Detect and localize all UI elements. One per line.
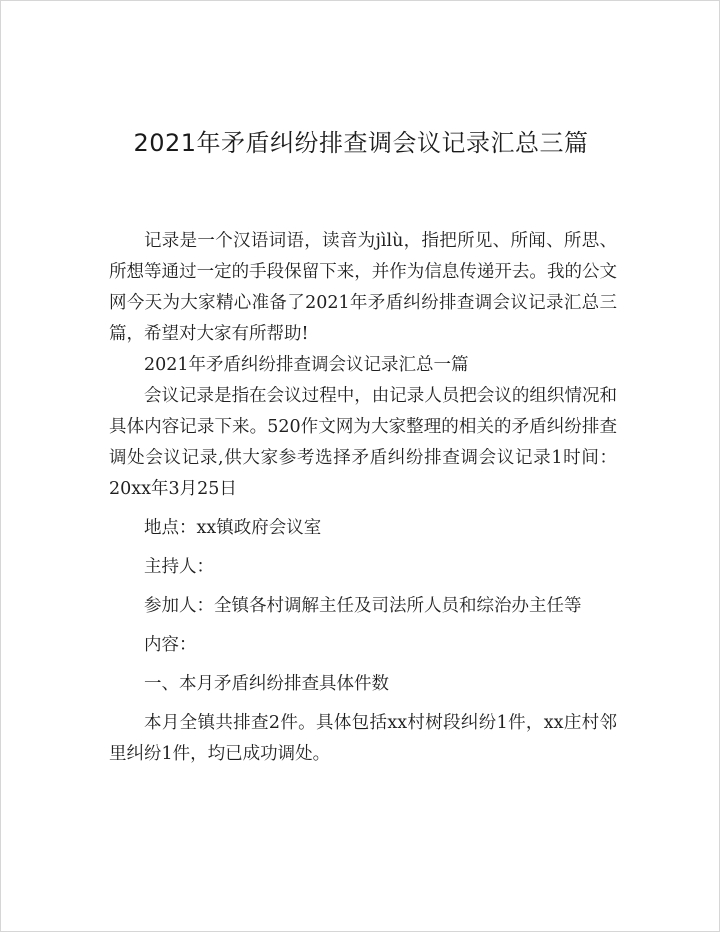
item-heading: 一、本月矛盾纠纷排查具体件数 xyxy=(144,674,389,694)
participants-line: 参加人：全镇各村调解主任及司法所人员和综治办主任等 xyxy=(144,596,582,616)
document-title: 2021年矛盾纠纷排查调会议记录汇总三篇 xyxy=(133,129,589,157)
content-label: 内容： xyxy=(144,635,197,655)
meeting-intro-paragraph: 会议记录是指在会议过程中，由记录人员把会议的组织情况和具体内容记录下来。520作文网为大家整理的相关的矛盾纠纷排查调处会议记录,供大家参考选择矛盾纠纷排查调会议记录1时间：20xx年3月25日 xyxy=(109,386,617,499)
intro-paragraph: 记录是一个汉语词语，读音为jìlù，指把所见、所闻、所思、所想等通过一定的手段保留下来，并作为信息传递开去。我的公文网今天为大家精心准备了2021年矛盾纠纷排查调会议记录汇总三篇，希望对大家有所帮助! xyxy=(109,231,617,344)
document-body xyxy=(109,226,617,770)
section-heading: 2021年矛盾纠纷排查调会议记录汇总一篇 xyxy=(144,355,469,375)
item-detail-paragraph: 本月全镇共排查2件。具体包括xx村树段纠纷1件，xx庄村邻里纠纷1件，均已成功调处。 xyxy=(109,713,617,764)
location-line: 地点：xx镇政府会议室 xyxy=(144,518,322,538)
host-line: 主持人： xyxy=(144,557,214,577)
